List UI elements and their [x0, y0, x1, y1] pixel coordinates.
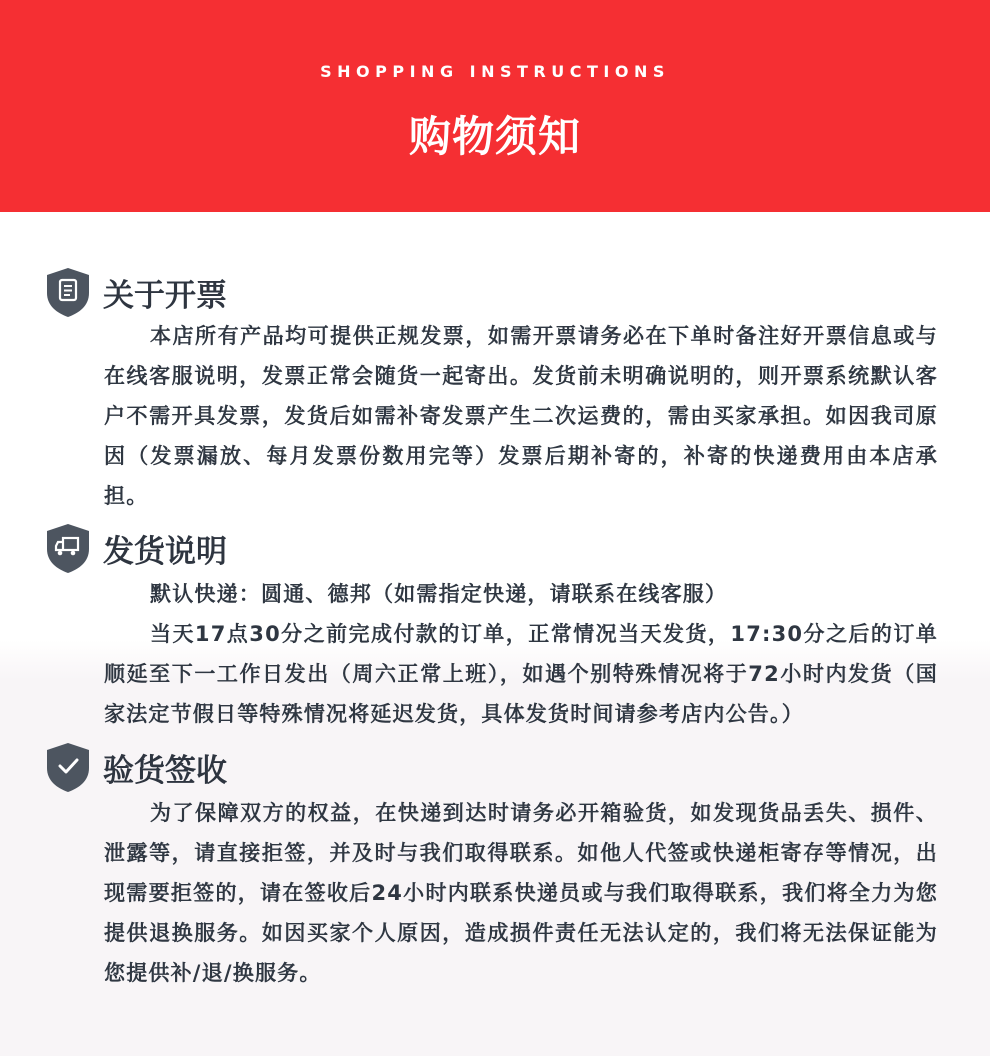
section-body — [104, 574, 938, 734]
section-paragraph: 本店所有产品均可提供正规发票，如需开票请务必在下单时备注好开票信息或与在线客服说明，发票正常会随货一起寄出。发货前未明确说明的，则开票系统默认客户不需开具发票，发货后如需补寄发票产生二次运费的，需由买家承担。如因我司原因（发票漏放、每月发票份数用完等）发票后期补寄的，补寄的快递费用由本店承担。 — [104, 324, 938, 508]
section-body — [104, 793, 938, 993]
section-title: 关于开票 — [103, 278, 227, 314]
section-paragraph: 默认快递：圆通、德邦（如需指定快递，请联系在线客服） — [150, 582, 728, 606]
receipt-icon — [44, 266, 92, 318]
section-body — [104, 316, 938, 516]
header-banner — [0, 0, 990, 212]
section-paragraph: 为了保障双方的权益，在快递到达时请务必开箱验货，如发现货品丢失、损件、泄露等，请直接拒签，并及时与我们取得联系。如他人代签或快递柜寄存等情况，出现需要拒签的，请在签收后24小时内联系快递员或与我们取得联系，我们将全力为您提供退换服务。如因买家个人原因，造成损件责任无法认定的，我们将无法保证能为您提供补/退/换服务。 — [104, 801, 938, 985]
delivery-truck-icon — [44, 522, 92, 574]
header-subtitle: SHOPPING INSTRUCTIONS — [320, 62, 670, 81]
page-title: 购物须知 — [408, 112, 581, 161]
section-paragraph: 当天17点30分之前完成付款的订单，正常情况当天发货，17:30分之后的订单顺延至下一工作日发出（周六正常上班），如遇个别特殊情况将于72小时内发货（国家法定节假日等特殊情况将延迟发货，具体发货时间请参考店内公告。） — [104, 622, 938, 726]
section-title: 验货签收 — [103, 753, 227, 789]
section-title: 发货说明 — [103, 534, 227, 570]
checkmark-icon — [44, 741, 92, 793]
